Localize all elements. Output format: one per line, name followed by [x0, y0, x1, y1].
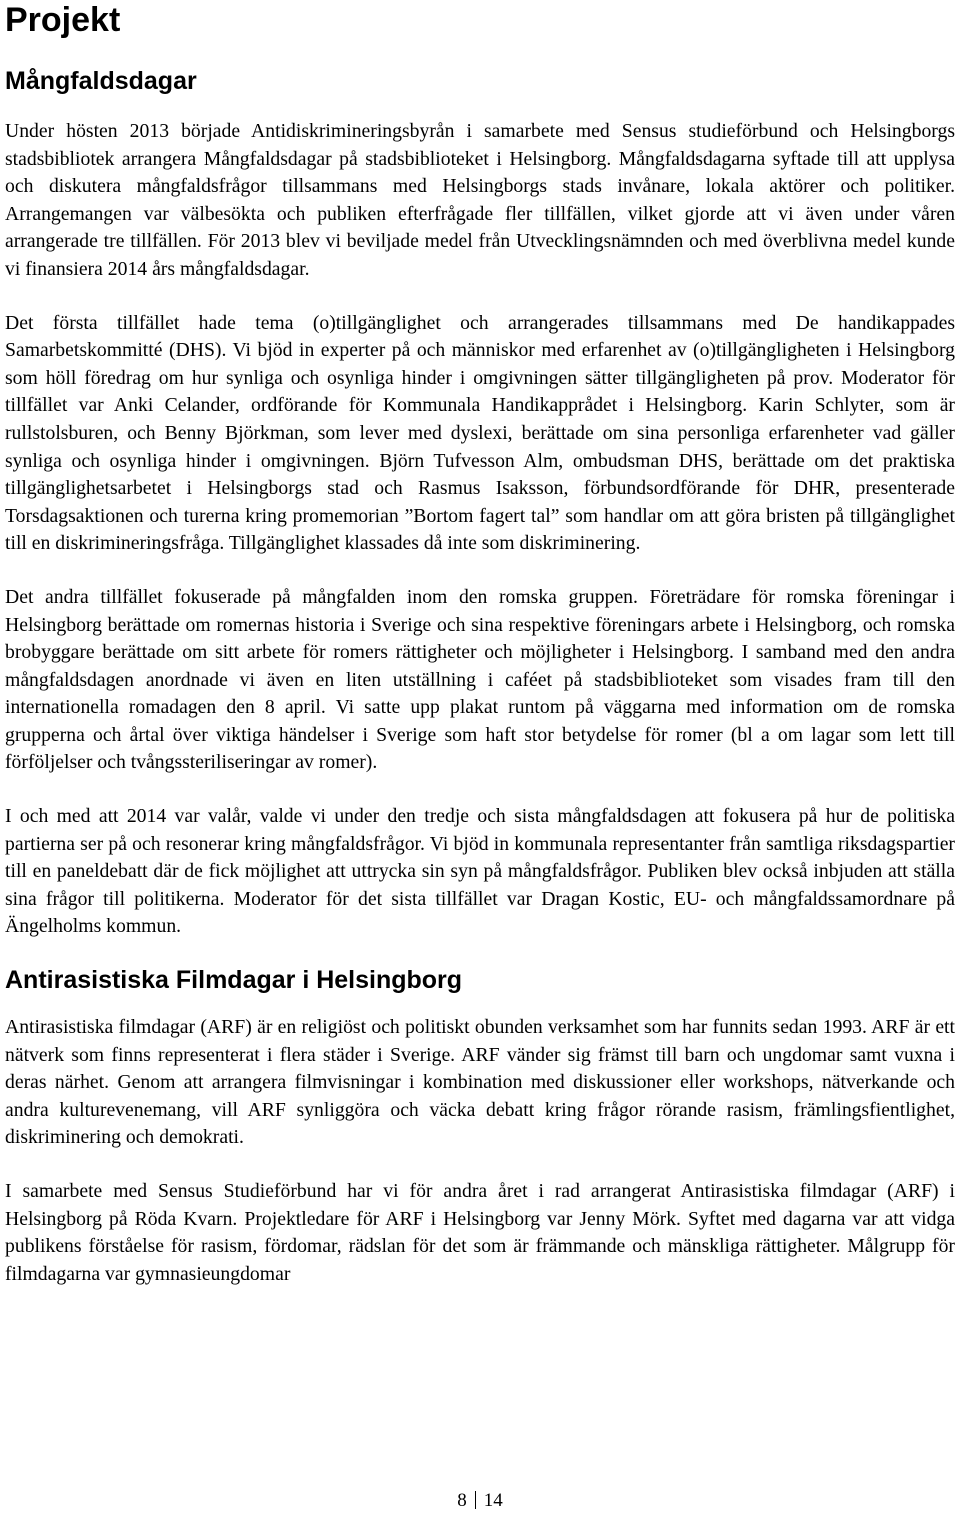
- page-total: 14: [483, 1490, 503, 1511]
- page-number-separator: [475, 1491, 476, 1509]
- page-footer: [0, 1490, 960, 1512]
- page-title: Projekt: [5, 1, 121, 39]
- document-page: [5, 0, 955, 1288]
- paragraph: Antirasistiska filmdagar (ARF) är en religiöst och politiskt obunden verksamhet som har funnits sedan 1993. ARF är ett nätverk som finns representerat i flera städer i Sverige. ARF vänder sig främst till barn och ungdomar samt vuxna i deras närhet. Genom att arrangera filmvisningar i kombination med diskussioner eller workshops, nätverkande och andra kulturevenemang, vill ARF synliggöra och väcka debatt kring frågor rörande rasism, främlingsfientlighet, diskriminering och demokrati.: [5, 1016, 955, 1149]
- page-number: 8: [457, 1490, 467, 1511]
- paragraph: I samarbete med Sensus Studieförbund har vi för andra året i rad arrangerat Antirasistiska filmdagar (ARF) i Helsingborg på Röda Kvarn. Projektledare för ARF i Helsingborg var Jenny Mörk. Syftet med dagarna var att vidga publikens förståelse för rasism, fördomar, rädslan för det som är främmande och mänskliga rättigheter. Målgrupp för filmdagarna var gymnasieungdomar: [5, 1180, 955, 1285]
- paragraph: Det andra tillfället fokuserade på mångfalden inom den romska gruppen. Företrädare för romska föreningar i Helsingborg berättade om romernas historia i Sverige och sina respektive föreningars arbete i Helsingborg, och romska brobyggare berättade om sitt arbete för romers rättigheter och möjligheter i Helsingborg. I samband med den andra mångfaldsdagen anordnade vi även en liten utställning i caféet på stadsbiblioteket som visades fram till den internationella romadagen den 8 april. Vi satte upp plakat runtom på väggarna med information om de romska grupperna och årtal över viktiga händelser i Sverige som haft stor betydelse för romer (bl a om lagar som lett till förföljelser och tvångssteriliseringar av romer).: [5, 585, 955, 774]
- paragraph: Det första tillfället hade tema (o)tillgänglighet och arrangerades tillsammans med De handikappades Samarbetskommitté (DHS). Vi bjöd in experter på och människor med erfarenhet av (o)tillgängligheten i Helsingborg som höll föredrag om hur synliga och osynliga hinder i omgivningen sätter tillgängligheten på prov. Moderator för tillfället var Anki Celander, ordförande för Kommunala Handikapprådet i Helsingborg. Karin Schlyter, som är rullstolsburen, och Benny Björkman, som lever med dyslexi, berättade om sina personliga erfarenheter vad gäller synliga och osynliga hinder i omgivningen. Björn Tufvesson Alm, ombudsman DHS, berättade om det praktiska tillgänglighetsarbetet i Helsingborgs stad och Rasmus Isaksson, förbundsordförande för DHR, presenterade Torsdagsaktionen och turerna kring promemorian ”Bortom fagert tal” som handlar om att göra bristen på tillgänglighet till en diskrimineringsfråga. Tillgänglighet klassades då inte som diskriminering.: [5, 311, 955, 555]
- section-heading-mangfaldsdagar: Mångfaldsdagar: [5, 67, 197, 95]
- paragraph: Under hösten 2013 började Antidiskrimineringsbyrån i samarbete med Sensus studieförbund och Helsingborgs stadsbibliotek arrangera Mångfaldsdagar på stadsbiblioteket i Helsingborg. Mångfaldsdagarna syftade till att upplysa och diskutera mångfaldsfrågor tillsammans med Helsingborgs stads invånare, lokala aktörer och politiker. Arrangemangen var välbesökta och publiken efterfrågade fler tillfällen, vilket gjorde att vi även under våren arrangerade tre tillfällen. För 2013 blev vi beviljade medel från Utvecklingsnämnden och med överblivna medel kunde vi finansiera 2014 års mångfaldsdagar.: [5, 120, 955, 280]
- paragraph: I och med att 2014 var valår, valde vi under den tredje och sista mångfaldsdagen att fokusera på hur de politiska partierna ser på och resonerar kring mångfaldsfrågor. Vi bjöd in kommunala representanter från samtliga riksdagspartier till en paneldebatt där de fick möjlighet att uttrycka sin syn på mångfaldsfrågor. Publiken blev också inbjuden att ställa sina frågor till politikerna. Moderator för det sista tillfället var Dragan Kostic, EU- och mångfaldssamordnare på Ängelholms kommun.: [5, 805, 955, 938]
- section-heading-antirasistiska-filmdagar: Antirasistiska Filmdagar i Helsingborg: [5, 966, 463, 995]
